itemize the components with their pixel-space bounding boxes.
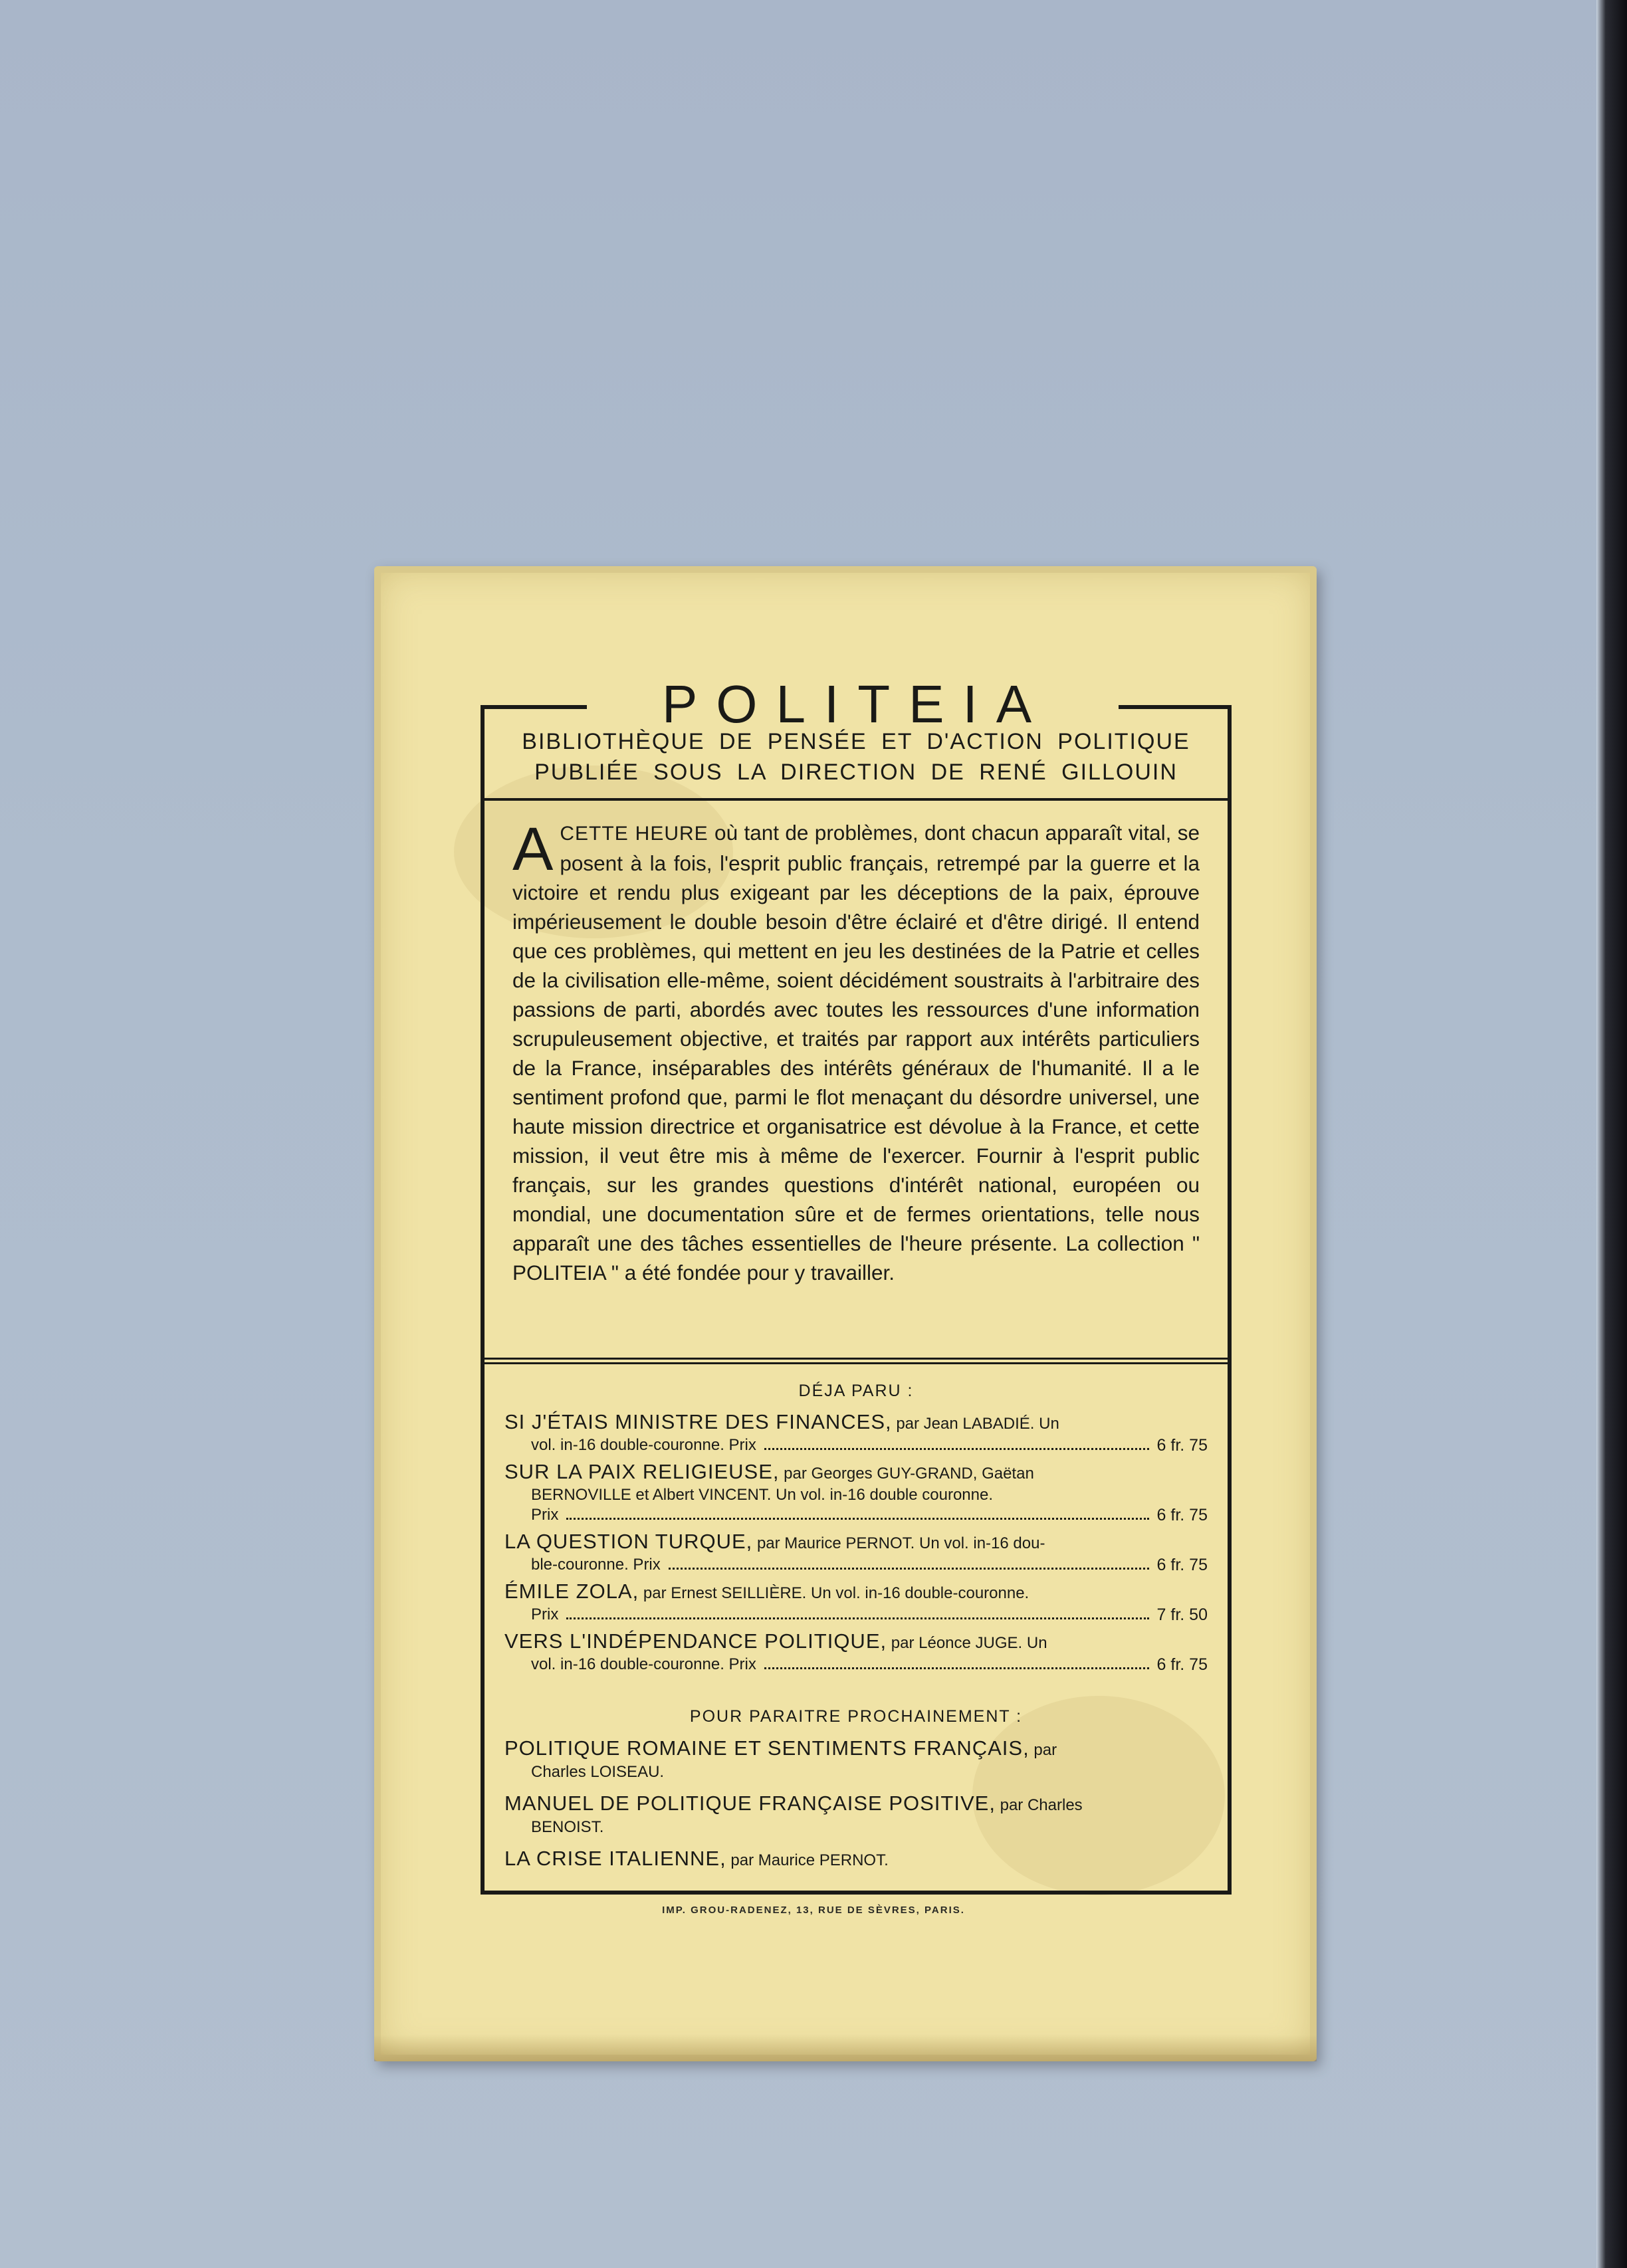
series-subtitle [485, 726, 1228, 787]
book-detail: ble-couronne. Prix [531, 1556, 661, 1574]
book-byline: par Jean LABADIÉ. Un [891, 1415, 1059, 1433]
book-title: LA QUESTION TURQUE, [504, 1530, 753, 1553]
framed-content [481, 705, 1232, 1895]
book-byline: par Maurice PERNOT. Un vol. in-16 dou- [752, 1534, 1045, 1552]
forthcoming-heading: POUR PARAITRE PROCHAINEMENT : [689, 1707, 1023, 1726]
subtitle-rule [485, 798, 1228, 801]
dot-leader [764, 1655, 1149, 1669]
subtitle-line-1: BIBLIOTHÈQUE DE PENSÉE ET D'ACTION POLITIQUE [522, 729, 1190, 754]
book-detail: Charles LOISEAU. [531, 1763, 665, 1781]
series-title: POLITEIA [661, 674, 1051, 734]
list-item [504, 1792, 1208, 1837]
dot-leader [669, 1555, 1149, 1570]
dot-leader [764, 1435, 1149, 1450]
book-title: MANUEL DE POLITIQUE FRANÇAISE POSITIVE, [504, 1792, 996, 1815]
list-item [504, 1847, 1208, 1873]
list-item [504, 1411, 1208, 1455]
book-title: SUR LA PAIX RELIGIEUSE, [504, 1460, 780, 1483]
intro-text: où tant de problèmes, dont chacun apparaît vital, se posent à la fois, l'esprit public français, retrempé par la guerre et la victoire et rendu plus exigeant par les déceptions de la paix, éprouve impérieusement le double besoin d'être éclairé et d'être dirigé. Il entend que ces problèmes, qui mettent en jeu les destinées de la Patrie et celles de la civilisation elle-même, soient décidément soustraits à l'arbitraire des passions de parti, abordés avec toutes les ressources d'une information scrupuleusement objective, et traités par rapport aux intérêts particuliers de la France, inséparables des intérêts généraux de l'humanité. Il a le sentiment profond que, parmi le flot menaçant du désordre universel, une haute mission directrice et organisatrice est dévolue à la France, et cette mission, il veut être mis à même de l'exercer. Fournir à l'esprit public français, sur les grandes questions d'intérêt national, européen ou mondial, une documentation sûre et de fermes orientations, telle nous apparaît une des tâches essentielles de l'heure présente. La collection " POLITEIA " a été fondée pour y travailler. [512, 821, 1200, 1285]
list-item [504, 1580, 1208, 1625]
intro-paragraph [512, 815, 1200, 1287]
deja-paru-heading: DÉJA PARU : [798, 1382, 914, 1400]
book-detail: vol. in-16 double-couronne. Prix [531, 1655, 756, 1673]
published-list [504, 1411, 1208, 1680]
book-title: SI J'ÉTAIS MINISTRE DES FINANCES, [504, 1410, 892, 1433]
book-byline: par Léonce JUGE. Un [887, 1634, 1047, 1652]
book-price: 6 fr. 75 [1156, 1436, 1208, 1455]
forthcoming-list [504, 1736, 1208, 1882]
book-byline: par Maurice PERNOT. [726, 1851, 889, 1869]
book-title: VERS L'INDÉPENDANCE POLITIQUE, [504, 1629, 887, 1653]
dot-leader [566, 1605, 1148, 1619]
subtitle-line-2: PUBLIÉE SOUS LA DIRECTION DE RENÉ GILLOUIN [534, 760, 1178, 785]
book-byline: par [1029, 1741, 1057, 1759]
list-item [504, 1736, 1208, 1782]
book-byline: par Georges GUY-GRAND, Gaëtan [779, 1465, 1034, 1483]
book-detail: BENOIST. [531, 1818, 604, 1836]
book-detail: Prix [531, 1605, 559, 1623]
list-item [504, 1461, 1208, 1525]
intro-first-words: CETTE HEURE [560, 823, 708, 845]
book-detail: Prix [531, 1506, 559, 1524]
book-title: POLITIQUE ROMAINE ET SENTIMENTS FRANÇAIS, [504, 1736, 1030, 1760]
dot-leader [566, 1505, 1148, 1520]
book-detail-extra: BERNOVILLE et Albert VINCENT. Un vol. in-16 double couronne. [531, 1486, 994, 1504]
list-item [504, 1630, 1208, 1675]
list-item [504, 1530, 1208, 1575]
book-byline: par Charles [995, 1796, 1083, 1814]
book-price: 6 fr. 75 [1156, 1655, 1208, 1674]
book-price: 7 fr. 50 [1156, 1605, 1208, 1624]
dropcap: A [512, 815, 554, 883]
book-byline: par Ernest SEILLIÈRE. Un vol. in-16 double-couronne. [639, 1584, 1030, 1602]
book-title: ÉMILE ZOLA, [504, 1580, 639, 1603]
section-divider [485, 1358, 1228, 1364]
book-title: LA CRISE ITALIENNE, [504, 1847, 726, 1870]
book-price: 6 fr. 75 [1156, 1506, 1208, 1524]
scanner-edge [1596, 0, 1627, 2268]
cover-shadow [374, 2035, 1317, 2061]
printer-imprint: IMP. GROU-RADENEZ, 13, RUE DE SÈVRES, PARIS. [662, 1905, 965, 1916]
book-price: 6 fr. 75 [1156, 1556, 1208, 1574]
book-detail: vol. in-16 double-couronne. Prix [531, 1436, 756, 1454]
